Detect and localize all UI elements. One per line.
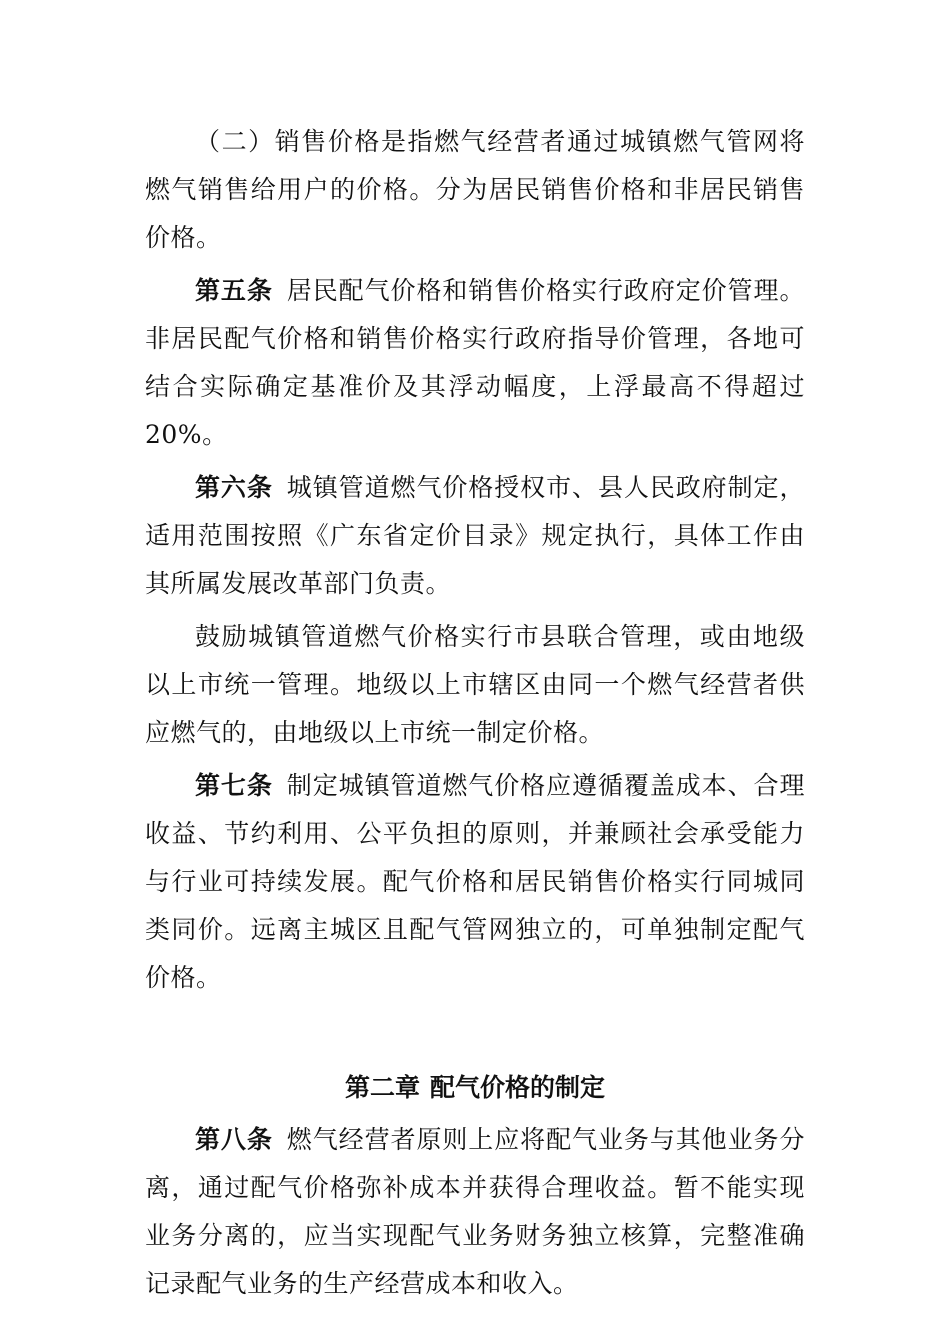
article-number: 第七条 xyxy=(195,771,273,800)
paragraph-text: （二）销售价格是指燃气经营者通过城镇燃气管网将燃气销售给用户的价格。分为居民销售价格和非居民销售价格。 xyxy=(145,127,805,252)
document-body xyxy=(145,118,805,1308)
paragraph-text: 燃气经营者原则上应将配气业务与其他业务分离，通过配气价格弥补成本并获得合理收益。暂不能实现业务分离的，应当实现配气业务财务独立核算，完整准确记录配气业务的生产经营成本和收入。 xyxy=(145,1125,805,1298)
article-6 xyxy=(145,464,805,608)
paragraph-joint-management xyxy=(145,613,805,757)
chapter-heading xyxy=(145,1064,805,1112)
chapter-title: 配气价格的制定 xyxy=(430,1073,606,1102)
paragraph-text: 制定城镇管道燃气价格应遵循覆盖成本、合理收益、节约利用、公平负担的原则，并兼顾社会承受能力与行业可持续发展。配气价格和居民销售价格实行同城同类同价。远离主城区且配气管网独立的，可单独制定配气价格。 xyxy=(145,771,805,992)
article-number: 第六条 xyxy=(195,473,273,502)
paragraph-text: 城镇管道燃气价格授权市、县人民政府制定，适用范围按照《广东省定价目录》规定执行，具体工作由其所属发展改革部门负责。 xyxy=(145,473,805,598)
article-8 xyxy=(145,1116,805,1308)
paragraph-text: 鼓励城镇管道燃气价格实行市县联合管理，或由地级以上市统一管理。地级以上市辖区由同一个燃气经营者供应燃气的，由地级以上市统一制定价格。 xyxy=(145,622,805,747)
article-5 xyxy=(145,267,805,459)
chapter-number: 第二章 xyxy=(344,1073,420,1102)
article-number: 第五条 xyxy=(195,276,273,305)
article-7 xyxy=(145,762,805,1002)
paragraph-sales-price xyxy=(145,118,805,262)
article-number: 第八条 xyxy=(195,1125,273,1154)
paragraph-text: 居民配气价格和销售价格实行政府定价管理。非居民配气价格和销售价格实行政府指导价管理，各地可结合实际确定基准价及其浮动幅度，上浮最高不得超过20%。 xyxy=(145,276,805,449)
